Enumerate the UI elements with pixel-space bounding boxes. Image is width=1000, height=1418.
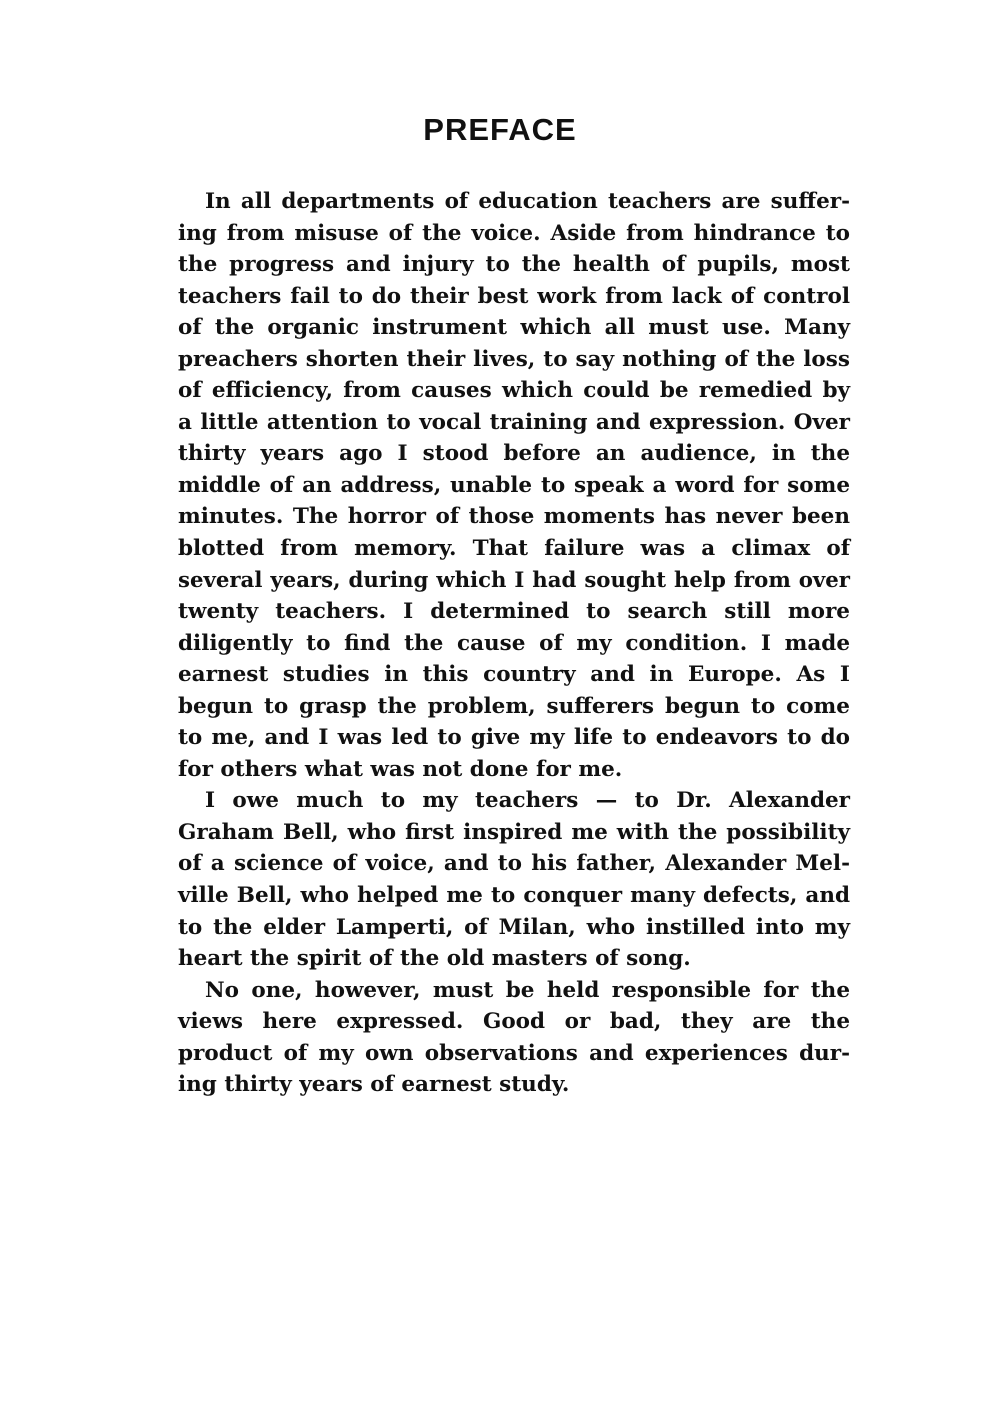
text-line: for others what was not done for me. — [178, 756, 623, 782]
text-line: to me, and I was led to give my life to endeavors to do — [178, 725, 850, 751]
text-line: product of my own observations and experiences dur- — [178, 1040, 850, 1066]
text-line: diligently to find the cause of my condition. I made — [178, 630, 850, 656]
text-line: of a science of voice, and to his father, Alexander Mel- — [178, 851, 850, 877]
text-line: middle of an address, unable to speak a word for some — [178, 472, 850, 498]
text-line: thirty years ago I stood before an audience, in the — [178, 441, 850, 467]
text-line: heart the spirit of the old masters of song. — [178, 946, 691, 972]
text-line: teachers fail to do their best work from lack of control — [178, 283, 850, 309]
text-line: the progress and injury to the health of pupils, most — [178, 252, 850, 278]
text-line: No one, however, must be held responsible for the — [205, 977, 850, 1003]
text-line: ing thirty years of earnest study. — [178, 1072, 570, 1098]
text-line: blotted from memory. That failure was a climax of — [178, 536, 850, 562]
paragraph-2 — [178, 785, 850, 974]
text-line: preachers shorten their lives, to say nothing of the loss — [178, 346, 850, 372]
text-line: several years, during which I had sought help from over — [178, 567, 850, 593]
paragraph-3 — [178, 975, 850, 1101]
text-line: minutes. The horror of those moments has never been — [178, 504, 850, 530]
text-line: Graham Bell, who first inspired me with the possibility — [178, 819, 850, 845]
text-line: twenty teachers. I determined to search still more — [178, 599, 850, 625]
text-line: begun to grasp the problem, sufferers begun to come — [178, 693, 850, 719]
text-line: earnest studies in this country and in Europe. As I — [178, 662, 850, 688]
text-line: ville Bell, who helped me to conquer many defects, and — [178, 883, 850, 909]
paragraph-1 — [178, 186, 850, 785]
text-line: In all departments of education teachers are suffer- — [205, 189, 850, 214]
text-line: I owe much to my teachers — to Dr. Alexander — [205, 788, 850, 814]
text-line: views here expressed. Good or bad, they are the — [178, 1009, 850, 1035]
text-line: ing from misuse of the voice. Aside from hindrance to — [178, 220, 850, 246]
preface-body — [178, 186, 850, 1101]
text-line: a little attention to vocal training and expression. Over — [178, 409, 850, 435]
text-line: of the organic instrument which all must use. Many — [178, 315, 850, 341]
text-line: to the elder Lamperti, of Milan, who instilled into my — [178, 914, 850, 940]
page-title: PREFACE — [423, 112, 577, 147]
text-line: of efficiency, from causes which could be remedied by — [178, 378, 850, 404]
